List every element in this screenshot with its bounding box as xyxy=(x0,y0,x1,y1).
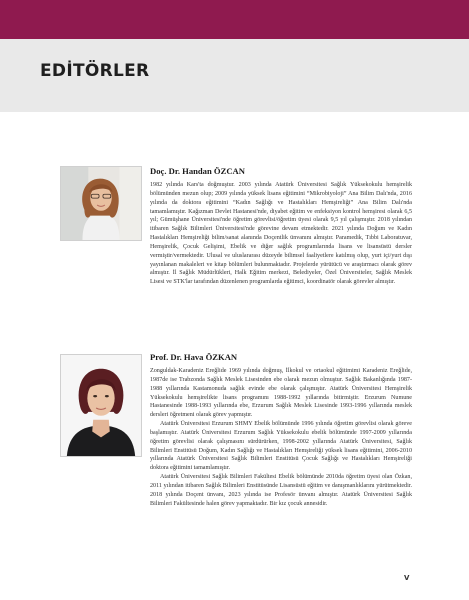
editor-name: Prof. Dr. Hava ÖZKAN xyxy=(150,352,238,362)
editor-bio-paragraph: Atatürk Üniversitesi Sağlık Bilimleri Fakültesi Ebelik bölümünde 2010da öğretim üyesi olan Özkan, 2011 yılından itibaren Sağlık Bilimleri Enstitüsünde Lisansüstü eğitim ve danışmanlıklarını yürütmektedir. 2018 yılında Doçent ünvanı, 2023 yılında ise Profesör ünvanı almıştır. Atatürk Üniversitesi Sağlık Bilimleri Fakültesinde halen görev yapmaktadır. Bir kız çocuk annesidir. xyxy=(150,474,412,507)
top-color-bar xyxy=(0,0,469,39)
editor-bio-hava-ozkan xyxy=(150,352,412,509)
editor-photo-handan-ozcan xyxy=(60,166,142,241)
editor-bio-paragraph: Atatürk Üniversitesi Erzurum SHMY Ebelik bölümünde 1996 yılında öğretim görevlisi olarak göreve başlamıştır. Atatürk Üniversitesi Erzurum Sağlık Yüksekokulu ebelik bölümünde 1997-2009 yıllarında öğretim görevlisi olarak çalışmasını sürdürürken, 1998-2002 yıllarında Atatürk Üniversitesi, Sağlık Bilimleri Enstitüsü Doğum, Kadın Sağlığı ve Hastalıkları Hemşireliği yüksek lisans eğitimini, 2006-2010 yıllarında Atatürk Üniversitesi Sağlık Bilimleri Enstitüsü Çocuk Sağlığı ve Hastalıkları Hemşireliği doktora eğitimini tamamlamıştır. xyxy=(150,421,412,472)
editor-bio-paragraph: 1982 yılında Kars'ta doğmuştur. 2003 yılında Atatürk Üniversitesi Sağlık Yüksekokulu hemşirelik bölümünden mezun olup; 2009 yılında yüksek lisans eğitimini “Mikrobiyoloji” Ana Bilim Dalı'nda, 2016 yılında da doktora eğitimini “Kadın Sağlığı ve Hastalıkları Hemşireliği” Ana Bilim Dalı'nda tamamlamıştır. Kağızman Devlet Hastanesi'nde, diyabet eğitim ve enfeksiyon kontrol hemşiresi olarak 6,5 yıl; Gümüşhane Üniversitesi'nde öğretim görevlisi/öğretim üyesi olarak 9,5 yıl çalışmıştır. 2018 yılından itibaren Sağlık Bilimleri Üniversitesi'nde görevine devam etmektedir. 2021 yılında Doğum ve Kadın Hastalıkları Hemşireliği bilim/sanat alanında Doçentlik ünvanını almıştır. Paramedik, Tıbbi Laboratuvar, Hemşirelik, Çocuk Gelişimi, Ebelik ve diğer sağlık programlarında lisans ve lisansüstü dersler vermiştir/vermektedir. Ulusal ve uluslararası düzeyde bilimsel faaliyetlere katılmış olup, yurt içi/yurt dışı yayınlanan makaleleri ve kitap bölümleri bulunmaktadır. Projelerde yürütücü ve araştırmacı olarak görev almıştır. İl Sağlık Müdürlükleri, Halk Eğitim merkezi, Belediyeler, Özel Üniversiteler, Sağlık Meslek Lisesi ve STK'lar tarafından düzenlenen programlarda eğitimci, koordinatör olarak görevler almıştır. xyxy=(150,182,412,286)
page-number: V xyxy=(404,574,410,582)
editor-name: Doç. Dr. Handan ÖZCAN xyxy=(150,166,245,176)
editor-bio-paragraph: Zonguldak-Karadeniz Ereğlide 1969 yılında doğmuş, İlkokul ve ortaokul eğitimimi Karadeniz Ereğlide, 1987de ise Trabzonda Sağlık Meslek Lisesinden ebe olarak mezun olmuştur. Sağlık Bakanlığında 1987-1988 yıllarında Kastamonuda sağlık evinde ebe olarak çalışmıştır. Atatürk Üniversitesi Hemşirelik Yüksekokulu hemşirelikte lisans programını 1988-1992 yıllarında bitirmiştir. Erzurum Numune Hastanesinde 1988-1993 yıllarında ebe, Erzurum Sağlık Meslek Lisesinde 1993-1996 yıllarında meslek dersleri öğretmeni olarak görev yapmıştır. xyxy=(150,368,412,419)
editor-bio-handan-ozcan xyxy=(150,166,412,287)
editor-photo-hava-ozkan xyxy=(60,354,142,457)
page-title: EDİTÖRLER xyxy=(40,61,150,81)
